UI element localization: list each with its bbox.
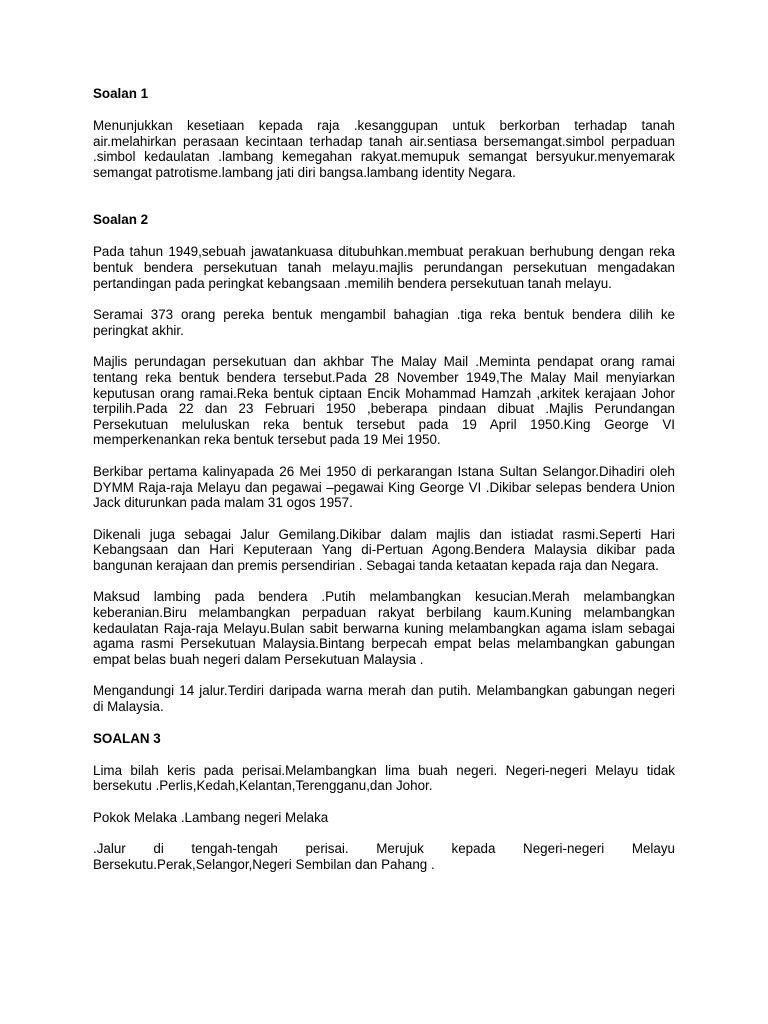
paragraph: Maksud lambing pada bendera .Putih melambangkan kesucian.Merah melambangkan keberanian.Biru melambangkan perpaduan rakyat berbilang kaum.Kuning melambangkan kedaulatan Raja-raja Melayu.Bulan sabit berwarna kuning melambangkan agama islam sebagai agama rasmi Persekutuan Malaysia.Bintang berpecah empat belas melambangkan gabungan empat belas buah negeri dalam Persekutuan Malaysia .	[93, 589, 675, 667]
paragraph: Mengandungi 14 jalur.Terdiri daripada warna merah dan putih. Melambangkan gabungan negeri di Malaysia.	[93, 683, 675, 715]
paragraph: Majlis perundagan persekutuan dan akhbar The Malay Mail .Meminta pendapat orang ramai tentang reka bentuk bendera tersebut.Pada 28 November 1949,The Malay Mail menyiarkan keputusan orang ramai.Reka bentuk ciptaan Encik Mohammad Hamzah ,arkitek kerajaan Johor terpilih.Pada 22 dan 23 Februari 1950 ,beberapa pindaan dibuat .Majlis Perundangan Persekutuan meluluskan reka bentuk tersebut pada 19 April 1950.King George VI memperkenankan reka bentuk tersebut pada 19 Mei 1950.	[93, 354, 675, 448]
paragraph: Pokok Melaka .Lambang negeri Melaka	[93, 809, 329, 825]
paragraph: Menunjukkan kesetiaan kepada raja .kesanggupan untuk berkorban terhadap tanah air.melahirkan perasaan kecintaan terhadap tanah air.sentiasa bersemangat.simbol perpaduan .simbol kedaulatan .lambang kemegahan rakyat.memupuk semangat bersyukur.menyemarak semangat patrotisme.lambang jati diri bangsa.lambang identity Negara.	[93, 118, 675, 180]
section-heading-soalan-2: Soalan 2	[93, 212, 149, 228]
paragraph: .Jalur di tengah-tengah perisai. Merujuk kepada Negeri-negeri Melayu Bersekutu.Perak,Selangor,Negeri Sembilan dan Pahang .	[93, 841, 675, 872]
paragraph: Dikenali juga sebagai Jalur Gemilang.Dikibar dalam majlis dan istiadat rasmi.Seperti Hari Kebangsaan dan Hari Keputeraan Yang di-Pertuan Agong.Bendera Malaysia dikibar pada bangunan kerajaan dan premis persendirian . Sebagai tanda ketaatan kepada raja dan Negara.	[93, 526, 675, 573]
paragraph: Pada tahun 1949,sebuah jawatankuasa ditubuhkan.membuat perakuan berhubung dengan reka bentuk bendera persekutuan tanah melayu.majlis perundangan persekutuan mengadakan pertandingan pada peringkat kebangsaan .memilih bendera persekutuan tanah melayu.	[93, 244, 675, 291]
paragraph: Seramai 373 orang pereka bentuk mengambil bahagian .tiga reka bentuk bendera dilih ke peringkat akhir.	[93, 307, 675, 338]
paragraph: Lima bilah keris pada perisai.Melambangkan lima buah negeri. Negeri-negeri Melayu tidak bersekutu .Perlis,Kedah,Kelantan,Terengganu,dan Johor.	[93, 762, 675, 794]
section-heading-soalan-3: SOALAN 3	[93, 730, 161, 746]
section-heading-soalan-1: Soalan 1	[93, 86, 149, 101]
paragraph: Berkibar pertama kalinyapada 26 Mei 1950 di perkarangan Istana Sultan Selangor.Dihadiri oleh DYMM Raja-raja Melayu dan pegawai –pegawai King George VI .Dikibar selepas bendera Union Jack diturunkan pada malam 31 ogos 1957.	[93, 463, 675, 511]
